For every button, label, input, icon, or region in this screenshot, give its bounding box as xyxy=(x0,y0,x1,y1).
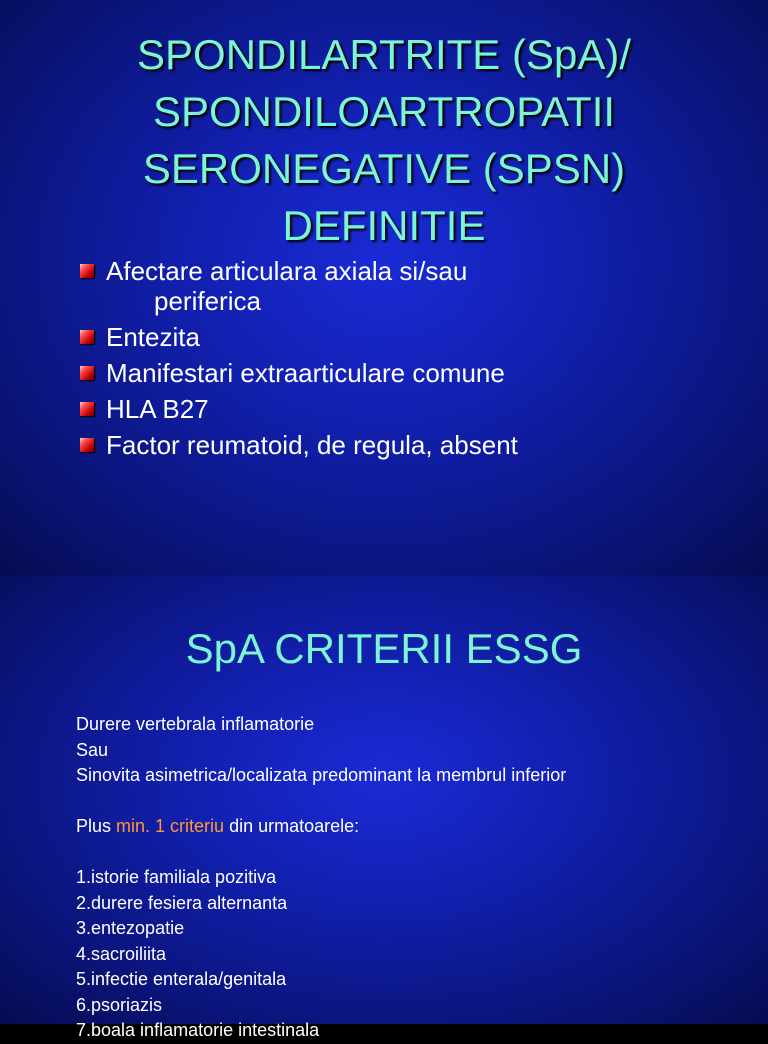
criterion-item: 2.durere fesiera alternanta xyxy=(76,892,288,913)
criterion-item: 5.infectie enterala/genitala xyxy=(76,969,287,989)
bullet-item xyxy=(80,322,750,352)
square-bullet-icon xyxy=(80,402,94,416)
spacer xyxy=(76,840,756,866)
title-line: SPONDILOARTROPATII xyxy=(152,88,616,135)
intro-line: Durere vertebrala inflamatorie xyxy=(76,714,315,734)
criterion-item: 6.psoriazis xyxy=(76,994,163,1015)
criterion-item: 4.sacroiliita xyxy=(76,943,167,964)
bullet-item xyxy=(80,358,750,388)
title-line: SERONEGATIVE (SPSN) xyxy=(142,145,626,192)
criterion-item: 3.entezopatie xyxy=(76,918,185,938)
slide-criterii xyxy=(0,576,768,1040)
slide-body xyxy=(76,712,756,1044)
spacer xyxy=(76,789,756,815)
slide-title: SpA CRITERII ESSG xyxy=(185,625,583,672)
bullet-text: Afectare articulara axiala si/sau xyxy=(106,256,468,286)
square-bullet-icon xyxy=(80,438,94,452)
criterion-item: 1.istorie familiala pozitiva xyxy=(76,867,277,887)
bullet-item xyxy=(80,394,750,424)
square-bullet-icon xyxy=(80,330,94,344)
bullet-item xyxy=(80,256,750,316)
bullet-text: Entezita xyxy=(106,322,200,352)
bullet-item xyxy=(80,430,750,460)
bullet-text: Factor reumatoid, de regula, absent xyxy=(106,430,518,460)
title-line: SPONDILARTRITE (SpA)/ xyxy=(137,31,631,78)
plus-suffix: din urmatoarele: xyxy=(224,816,360,836)
intro-line: Sinovita asimetrica/localizata predominant la membrul inferior xyxy=(76,765,567,785)
bullet-continuation: periferica xyxy=(154,286,261,316)
slide-title xyxy=(0,26,768,254)
bullet-list xyxy=(80,256,750,466)
bullet-text: HLA B27 xyxy=(106,394,209,424)
plus-prefix: Plus xyxy=(76,816,117,836)
title-line: DEFINITIE xyxy=(282,202,486,249)
criterion-item: 7.boala inflamatorie intestinala xyxy=(76,1020,320,1040)
plus-line xyxy=(76,814,756,840)
bullet-text: Manifestari extraarticulare comune xyxy=(106,358,505,388)
intro-line: Sau xyxy=(76,739,109,760)
square-bullet-icon xyxy=(80,366,94,380)
square-bullet-icon xyxy=(80,264,94,278)
plus-highlight: min. 1 criteriu xyxy=(116,816,225,836)
